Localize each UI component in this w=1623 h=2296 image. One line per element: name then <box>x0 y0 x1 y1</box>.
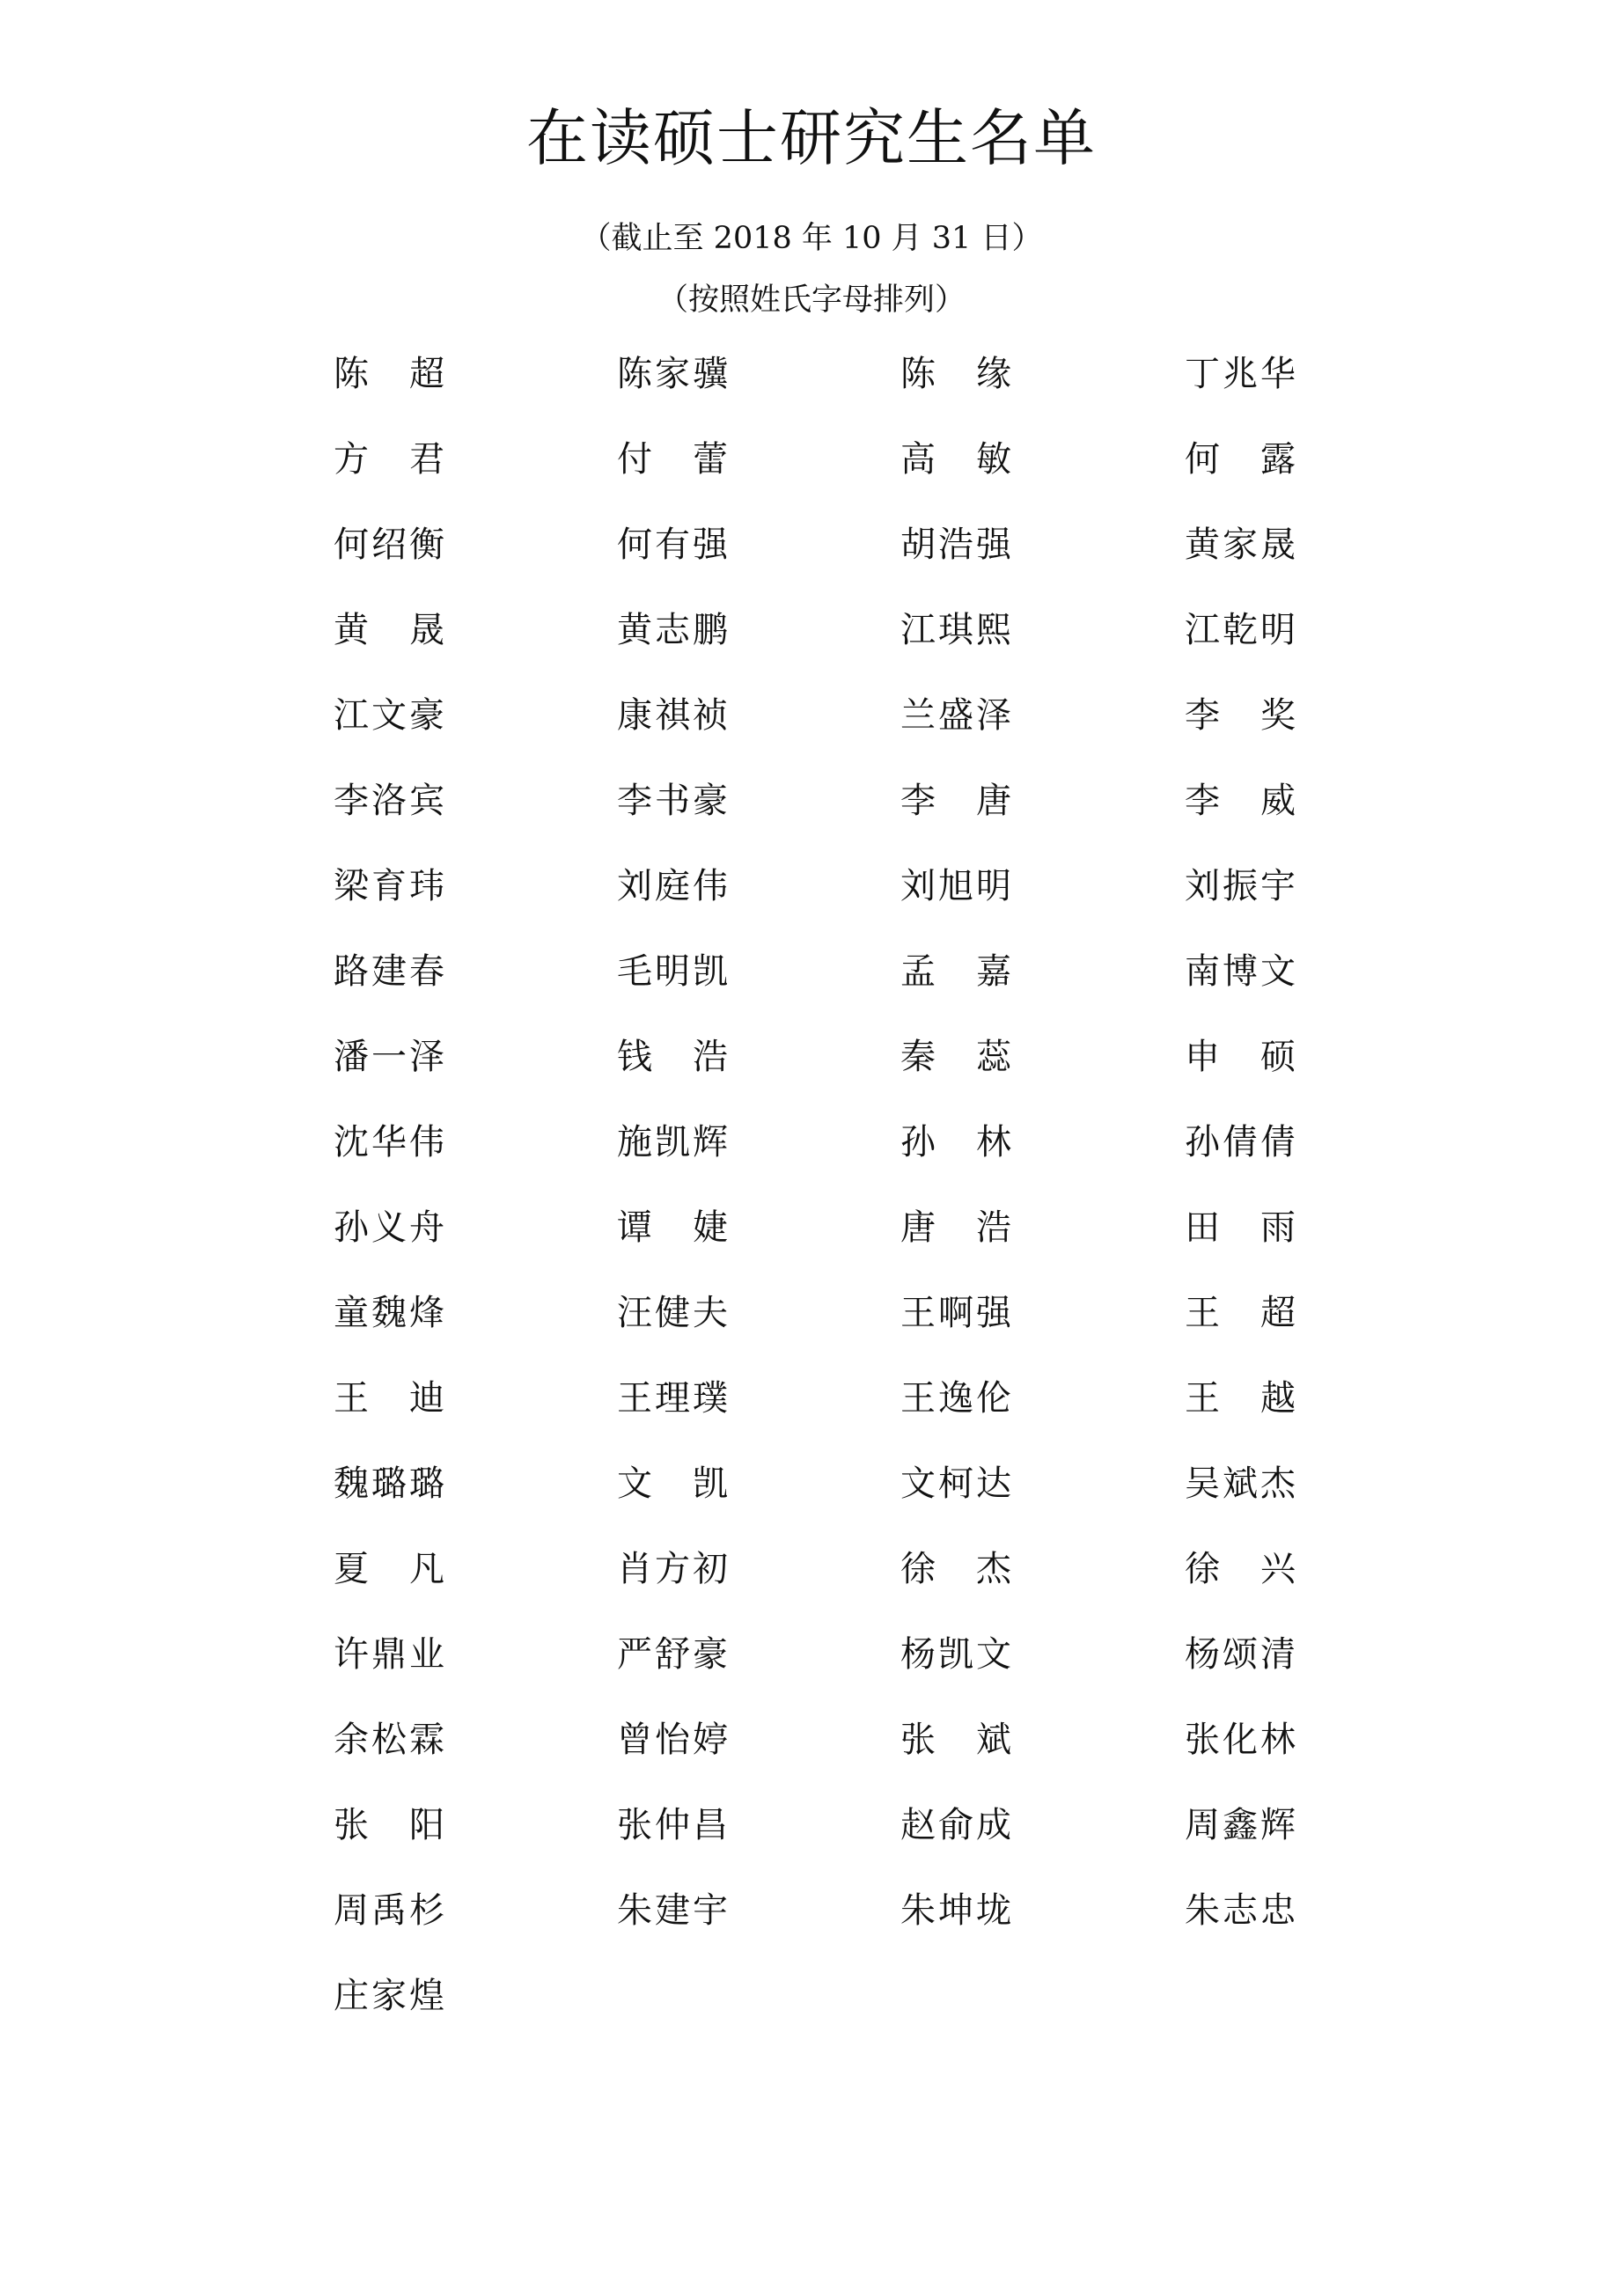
student-name: 肖 方 初 <box>617 1549 728 1589</box>
student-name: 黄 志 鹏 <box>617 610 728 650</box>
student-name: 钱 浩 <box>617 1037 728 1077</box>
student-name: 严 舒 豪 <box>617 1634 728 1675</box>
student-name: 许 鼎 业 <box>334 1634 444 1675</box>
student-name: 刘 旭 明 <box>900 866 1011 906</box>
student-name: 李 奖 <box>1185 695 1296 736</box>
name-row <box>0 1201 1623 1287</box>
student-name: 毛 明 凯 <box>617 951 728 992</box>
student-name: 李 唐 <box>900 781 1011 821</box>
student-name: 张 阳 <box>334 1805 444 1845</box>
student-name: 谭 婕 <box>617 1207 728 1248</box>
name-row <box>0 945 1623 1031</box>
name-row <box>0 518 1623 604</box>
name-row <box>0 1884 1623 1970</box>
name-row <box>0 1372 1623 1457</box>
student-name: 赵 俞 成 <box>900 1805 1011 1845</box>
student-name: 孙 林 <box>900 1122 1011 1163</box>
name-row <box>0 1713 1623 1799</box>
student-name: 夏 凡 <box>334 1549 444 1589</box>
name-row <box>0 1970 1623 2055</box>
student-name: 王 超 <box>1185 1293 1296 1333</box>
student-name: 黄 家 晟 <box>1185 524 1296 565</box>
student-name: 朱 建 宇 <box>617 1890 728 1931</box>
name-row <box>0 348 1623 433</box>
name-row <box>0 689 1623 774</box>
name-row <box>0 433 1623 518</box>
student-name: 王 逸 伦 <box>900 1378 1011 1419</box>
student-name: 张 仲 昌 <box>617 1805 728 1845</box>
student-name: 周 禹 杉 <box>334 1890 444 1931</box>
student-name: 陈 超 <box>334 354 444 394</box>
student-name: 孟 嘉 <box>900 951 1011 992</box>
name-row <box>0 1799 1623 1884</box>
student-name: 孙 倩 倩 <box>1185 1122 1296 1163</box>
student-name: 文 柯 达 <box>900 1463 1011 1504</box>
name-row <box>0 604 1623 689</box>
student-name: 朱 坤 垅 <box>900 1890 1011 1931</box>
student-name: 余 松 霖 <box>334 1720 444 1760</box>
student-name: 王 越 <box>1185 1378 1296 1419</box>
name-row <box>0 1628 1623 1713</box>
student-name: 路 建 春 <box>334 951 444 992</box>
subtitle-order: （按照姓氏字母排列） <box>657 282 966 318</box>
student-name: 陈 家 骥 <box>617 354 728 394</box>
student-name: 唐 浩 <box>900 1207 1011 1248</box>
student-name: 刘 振 宇 <box>1185 866 1296 906</box>
student-name: 李 洛 宾 <box>334 781 444 821</box>
student-name: 高 敏 <box>900 439 1011 480</box>
student-name: 童 魏 烽 <box>334 1293 444 1333</box>
page-title: 在读硕士研究生名单 <box>526 102 1097 174</box>
student-name: 王 啊 强 <box>900 1293 1011 1333</box>
student-name: 庄 家 煌 <box>334 1976 444 2016</box>
student-name: 曾 怡 婷 <box>617 1720 728 1760</box>
name-row <box>0 774 1623 860</box>
student-name: 周 鑫 辉 <box>1185 1805 1296 1845</box>
student-name: 田 雨 <box>1185 1207 1296 1248</box>
name-row <box>0 1543 1623 1628</box>
student-name: 丁 兆 华 <box>1185 354 1296 394</box>
student-name: 李 书 豪 <box>617 781 728 821</box>
student-name: 方 君 <box>334 439 444 480</box>
student-name: 施 凯 辉 <box>617 1122 728 1163</box>
student-name: 何 有 强 <box>617 524 728 565</box>
student-name: 黄 晟 <box>334 610 444 650</box>
student-name: 秦 蕊 <box>900 1037 1011 1077</box>
student-name: 付 蕾 <box>617 439 728 480</box>
student-name: 潘 一 泽 <box>334 1037 444 1077</box>
student-name: 孙 义 舟 <box>334 1207 444 1248</box>
student-name: 刘 庭 伟 <box>617 866 728 906</box>
student-name: 徐 兴 <box>1185 1549 1296 1589</box>
student-name: 兰 盛 泽 <box>900 695 1011 736</box>
student-name: 杨 凯 文 <box>900 1634 1011 1675</box>
student-name: 魏 璐 璐 <box>334 1463 444 1504</box>
name-row <box>0 1457 1623 1543</box>
student-name: 江 文 豪 <box>334 695 444 736</box>
student-name: 江 琪 熙 <box>900 610 1011 650</box>
student-name: 李 威 <box>1185 781 1296 821</box>
student-name: 杨 颂 清 <box>1185 1634 1296 1675</box>
student-name: 何 露 <box>1185 439 1296 480</box>
student-name: 胡 浩 强 <box>900 524 1011 565</box>
name-row <box>0 1116 1623 1201</box>
student-name: 江 乾 明 <box>1185 610 1296 650</box>
student-name: 张 化 林 <box>1185 1720 1296 1760</box>
student-name: 徐 杰 <box>900 1549 1011 1589</box>
subtitle-date: （截止至 2018 年 10 月 31 日） <box>580 221 1043 256</box>
name-row <box>0 1031 1623 1116</box>
student-name: 沈 华 伟 <box>334 1122 444 1163</box>
student-name: 王 理 璞 <box>617 1378 728 1419</box>
student-name: 南 博 文 <box>1185 951 1296 992</box>
name-row <box>0 860 1623 945</box>
student-name-grid <box>0 348 1623 2055</box>
student-name: 何 绍 衡 <box>334 524 444 565</box>
student-name: 汪 健 夫 <box>617 1293 728 1333</box>
student-name: 吴 斌 杰 <box>1185 1463 1296 1504</box>
student-name: 陈 缘 <box>900 354 1011 394</box>
student-name: 朱 志 忠 <box>1185 1890 1296 1931</box>
student-name: 康 祺 祯 <box>617 695 728 736</box>
name-row <box>0 1287 1623 1372</box>
student-name: 梁 育 玮 <box>334 866 444 906</box>
student-name: 文 凯 <box>617 1463 728 1504</box>
student-name: 张 斌 <box>900 1720 1011 1760</box>
student-name: 申 硕 <box>1185 1037 1296 1077</box>
student-name: 王 迪 <box>334 1378 444 1419</box>
